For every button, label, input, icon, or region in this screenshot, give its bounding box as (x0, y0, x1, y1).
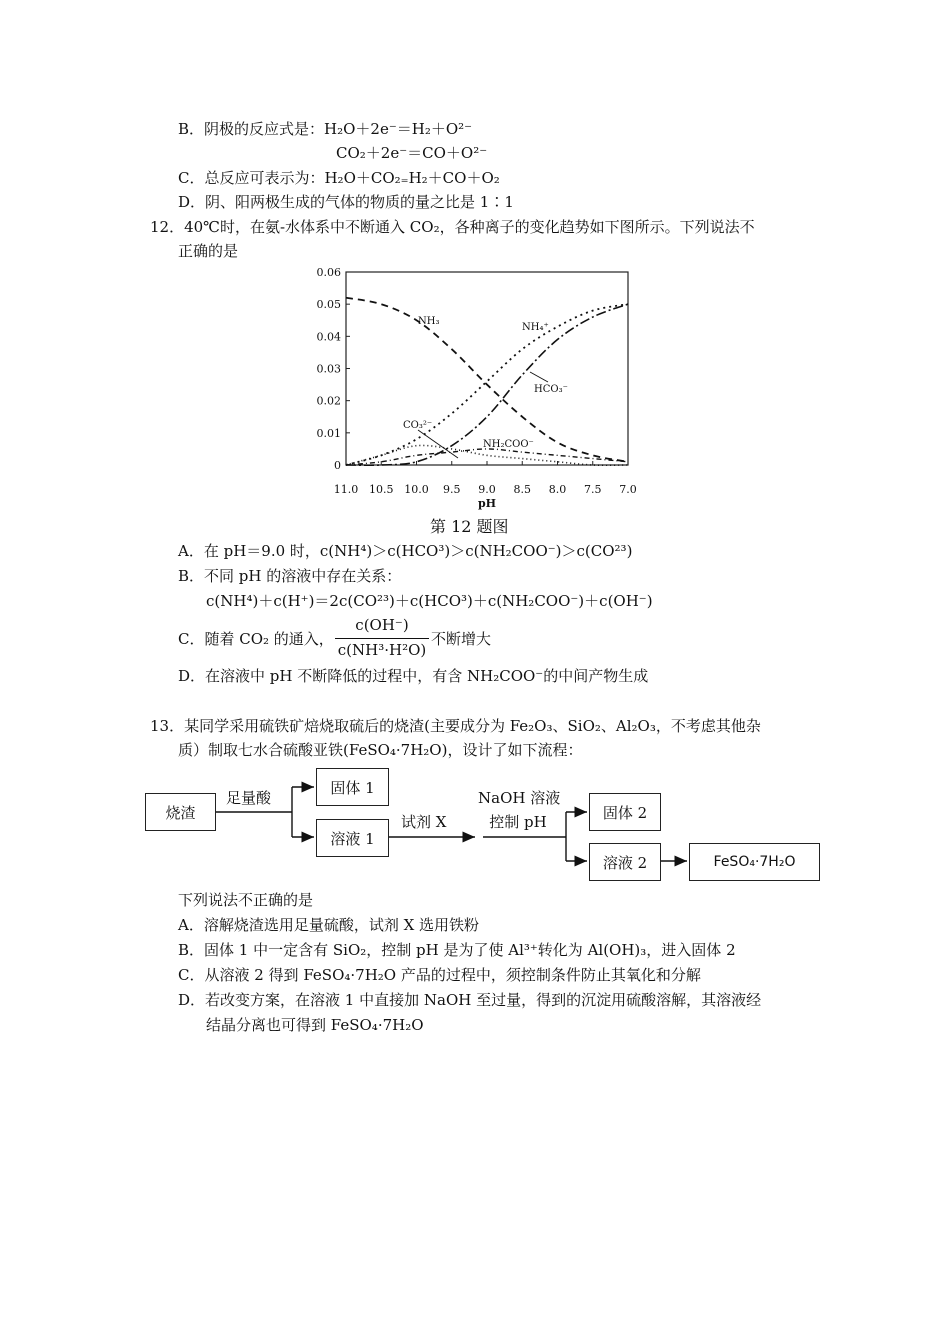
q12-option-b-line1: B．不同 pH 的溶液中存在关系： (178, 567, 402, 585)
flow-label-naoh-line2: 控制 pH (489, 813, 547, 831)
series-label-2: HCO₃⁻ (534, 384, 568, 395)
y-tick-label: 0.03 (316, 362, 341, 376)
q11-option-d: D．阴、阳两极生成的气体的物质的量之比是 1∶1 (178, 193, 514, 211)
q13-prompt: 下列说法不正确的是 (178, 891, 314, 909)
q12-option-d: D．在溶液中 pH 不断降低的过程中，有含 NH₂COO⁻的中间产物生成 (178, 667, 649, 685)
series-label-4: NH₂COO⁻ (483, 439, 534, 450)
fraction-bar (335, 638, 429, 639)
flow-box-product: FeSO₄·7H₂O (689, 843, 820, 881)
leader-hco3 (530, 372, 548, 382)
q12-figure-caption: 第 12 题图 (430, 517, 509, 536)
q13-option-c: C．从溶液 2 得到 FeSO₄·7H₂O 产品的过程中，须控制条件防止其氧化和分解 (178, 966, 701, 984)
q13-option-b: B．固体 1 中一定含有 SiO₂，控制 pH 是为了使 Al³⁺转化为 Al(OH)₃，进入固体 2 (178, 941, 736, 959)
q12-option-a: A．在 pH＝9.0 时，c(NH⁴)＞c(HCO³)＞c(NH₂COO⁻)＞c(CO²³) (178, 542, 633, 560)
y-tick-label: 0.06 (316, 266, 341, 279)
y-tick-label: 0 (334, 459, 341, 472)
q13-option-d-line1: D．若改变方案，在溶液 1 中直接加 NaOH 至过量，得到的沉淀用硫酸溶解，其溶液经 (178, 991, 762, 1009)
chart-labels (403, 316, 568, 458)
x-tick-label: 9.0 (478, 483, 496, 496)
q12-stem-line1: 12．40℃时，在氨-水体系中不断通入 CO₂，各种离子的变化趋势如下图所示。下列说法不 (150, 218, 755, 236)
x-tick-label: 7.5 (584, 483, 602, 496)
series-label-3: CO₃²⁻ (403, 420, 433, 431)
plot-frame (346, 272, 628, 465)
series-line-0 (346, 298, 628, 462)
q12-option-c-suffix: 不断增大 (431, 630, 492, 648)
y-tick-label: 0.01 (316, 426, 341, 440)
flow-label-reagent-x: 试剂 X (401, 813, 447, 831)
series-label-0: NH₃ (418, 316, 440, 327)
q13-stem-line1: 13．某同学采用硫铁矿焙烧取硫后的烧渣(主要成分为 Fe₂O₃、SiO₂、Al₂O₃，不考虑其他杂 (150, 717, 761, 735)
x-tick-label: 10.0 (404, 483, 429, 496)
flow-label-naoh-line1: NaOH 溶液 (478, 789, 561, 807)
y-tick-label: 0.04 (316, 330, 341, 344)
chart-axes (317, 266, 637, 510)
q12-option-c-fraction (333, 616, 431, 662)
flow-box-guti2: 固体 2 (589, 793, 661, 831)
q11-option-c: C．总反应可表示为：H₂O＋CO₂₌H₂＋CO＋O₂ (178, 169, 500, 187)
q12-stem-line2: 正确的是 (178, 242, 239, 260)
x-tick-label: 11.0 (333, 483, 359, 496)
x-tick-label: 9.5 (443, 483, 461, 496)
x-tick-label: 8.5 (513, 483, 531, 496)
flow-box-rongye2: 溶液 2 (589, 843, 661, 881)
q11-option-b-line2: CO₂＋2e⁻＝CO＋O²⁻ (336, 144, 488, 162)
fraction-denominator: c(NH³·H²O) (337, 641, 427, 659)
x-axis-label: pH (477, 497, 497, 510)
flow-box-guti1: 固体 1 (316, 768, 389, 806)
q11-option-b-line1: B．阴极的反应式是：H₂O＋2e⁻＝H₂＋O²⁻ (178, 120, 473, 138)
y-tick-label: 0.02 (316, 394, 341, 408)
y-tick-label: 0.05 (316, 298, 341, 312)
flow-box-shaozha: 烧渣 (145, 793, 216, 831)
q13-stem-line2: 质）制取七水合硫酸亚铁(FeSO₄·7H₂O)，设计了如下流程： (178, 741, 583, 759)
q12-option-b-line2: c(NH⁴)＋c(H⁺)＝2c(CO²³)＋c(HCO³)＋c(NH₂COO⁻)＋c(OH⁻) (206, 592, 653, 610)
series-label-1: NH₄⁺ (522, 322, 549, 333)
fraction-numerator: c(OH⁻) (355, 616, 409, 634)
q12-option-c-prefix: C．随着 CO₂ 的通入， (178, 630, 334, 648)
q13-option-d-line2: 结晶分离也可得到 FeSO₄·7H₂O (206, 1016, 424, 1034)
q13-option-a: A．溶解烧渣选用足量硫酸，试剂 X 选用铁粉 (178, 916, 480, 934)
x-tick-label: 10.5 (369, 483, 394, 496)
x-tick-label: 8.0 (548, 483, 567, 496)
q12-chart (300, 262, 650, 512)
flow-box-rongye1: 溶液 1 (316, 819, 389, 857)
x-tick-label: 7.0 (619, 483, 637, 496)
flow-label-zuliangsuan: 足量酸 (226, 789, 272, 807)
